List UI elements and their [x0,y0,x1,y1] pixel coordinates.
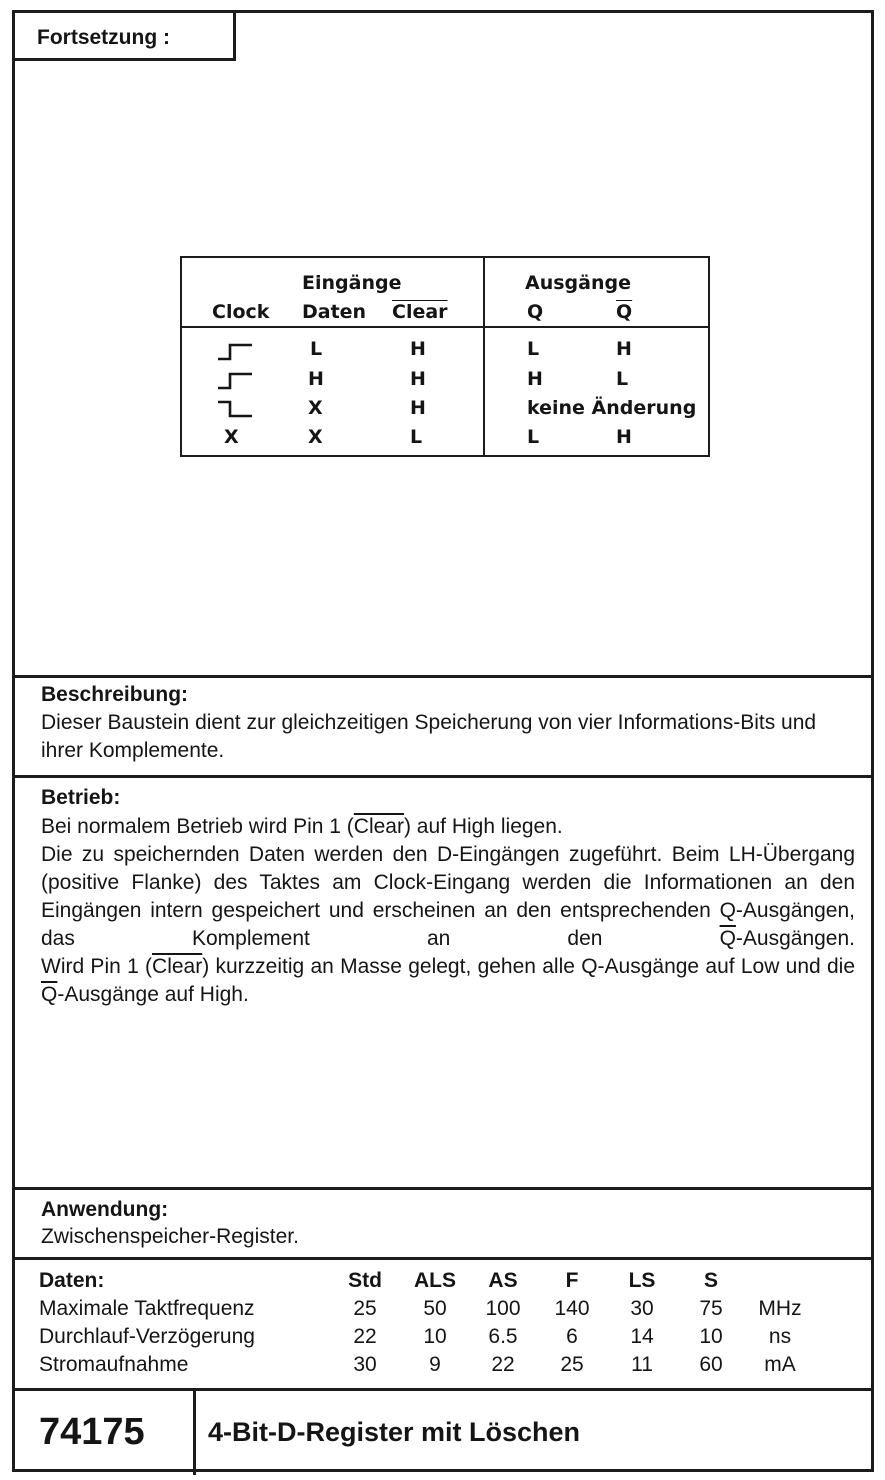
table-cell: H [308,368,324,390]
section-divider [15,1257,871,1260]
table-cell: H [616,426,632,448]
description-title: Beschreibung: [41,683,189,706]
table-cell: X [224,426,239,448]
table-cell: H [410,397,426,419]
datasheet-page [12,10,874,1472]
header-clock: Clock [212,301,270,323]
spec-value: 10 [699,1325,723,1348]
spec-value: 25 [353,1297,377,1320]
spec-label: Durchlauf-Verzögerung [39,1325,255,1348]
truth-table [180,256,710,457]
operation-title: Betrieb: [41,786,121,809]
spec-value: 14 [630,1325,654,1348]
operation-text [41,813,855,1009]
description-text: Dieser Baustein dient zur gleichzeitigen Speicherung von vier Informations-Bits und ihrer Komplemente. [41,711,817,762]
spec-value: 10 [423,1325,447,1348]
spec-unit: MHz [758,1297,802,1320]
spec-value: 9 [429,1353,441,1376]
table-divider-horizontal [182,326,708,328]
spec-value: 140 [554,1297,590,1320]
table-cell: L [310,338,323,360]
rising-edge-icon [216,342,254,362]
header-qbar: $\overline{Q}$ [616,301,633,323]
title-bar [15,1391,871,1475]
table-cell: H [410,338,426,360]
family-label: ALS [414,1269,456,1292]
section-divider [15,1187,871,1190]
part-number: 74175 [39,1411,145,1453]
spec-value: 6.5 [488,1325,518,1348]
table-cell: X [308,426,323,448]
continuation-label: Fortsetzung : [37,26,170,49]
section-divider [15,675,871,678]
spec-value: 25 [560,1353,584,1376]
spec-row [39,1325,859,1353]
table-cell: L [527,426,540,448]
section-divider [15,775,871,778]
table-cell: H [527,368,543,390]
spec-row [39,1297,859,1325]
rising-edge-icon [216,371,254,391]
spec-unit: ns [768,1325,792,1348]
header-inputs: Eingänge [302,272,402,294]
family-label: AS [488,1269,518,1292]
spec-value: 60 [699,1353,723,1376]
spec-value: 30 [353,1353,377,1376]
spec-value: 22 [353,1325,377,1348]
operation-paragraph: Bei normalem Betrieb wird Pin 1 (Clear) auf High liegen. [41,815,563,838]
header-clear: Clear [392,301,448,323]
specs-title: Daten: [39,1269,105,1292]
spec-value: 75 [699,1297,723,1320]
table-cell: L [527,338,540,360]
table-cell: H [616,338,632,360]
operation-paragraph: Die zu speichernden Daten werden den D-Eingängen zugeführt. Beim LH-Übergang (positive Flanke) des Taktes am Clock-Eingang werden die Informationen an den Eingängen intern gespeichert und erscheinen an den entsprechenden Q-Ausgängen, das Komplement an den $\overline{Q}$-Ausgängen. [41,843,855,950]
family-label: F [565,1269,579,1292]
family-label: S [703,1269,719,1292]
spec-value: 22 [491,1353,515,1376]
table-cell: X [308,397,323,419]
title-bar-divider [193,1391,196,1475]
spec-value: 50 [423,1297,447,1320]
spec-value: 11 [631,1353,653,1376]
spec-value: 30 [630,1297,654,1320]
operation-paragraph: Wird Pin 1 (Clear) kurzzeitig an Masse gelegt, gehen alle Q-Ausgänge auf Low und die $\overline{Q}$-Ausgänge auf High. [41,955,856,1006]
family-label: Std [348,1269,382,1292]
specs-header-row [39,1269,859,1297]
header-data: Daten [302,301,367,323]
spec-value: 100 [485,1297,521,1320]
family-label: LS [628,1269,656,1292]
application-text: Zwischenspeicher-Register. [41,1225,299,1248]
spec-unit: mA [764,1353,796,1376]
part-title: 4-Bit-D-Register mit Löschen [208,1417,581,1447]
table-cell-unchanged: keine Änderung [527,397,697,419]
continuation-box [15,13,236,61]
table-cell: H [410,368,426,390]
spec-label: Stromaufnahme [39,1353,189,1376]
spec-value: 6 [566,1325,578,1348]
table-divider-vertical [483,258,485,455]
table-cell: L [616,368,629,390]
table-cell: L [410,426,423,448]
application-title: Anwendung: [41,1198,169,1221]
spec-label: Maximale Taktfrequenz [39,1297,255,1320]
falling-edge-icon [216,399,254,419]
header-outputs: Ausgänge [525,272,631,294]
spec-row [39,1353,859,1381]
header-q: Q [527,301,544,323]
